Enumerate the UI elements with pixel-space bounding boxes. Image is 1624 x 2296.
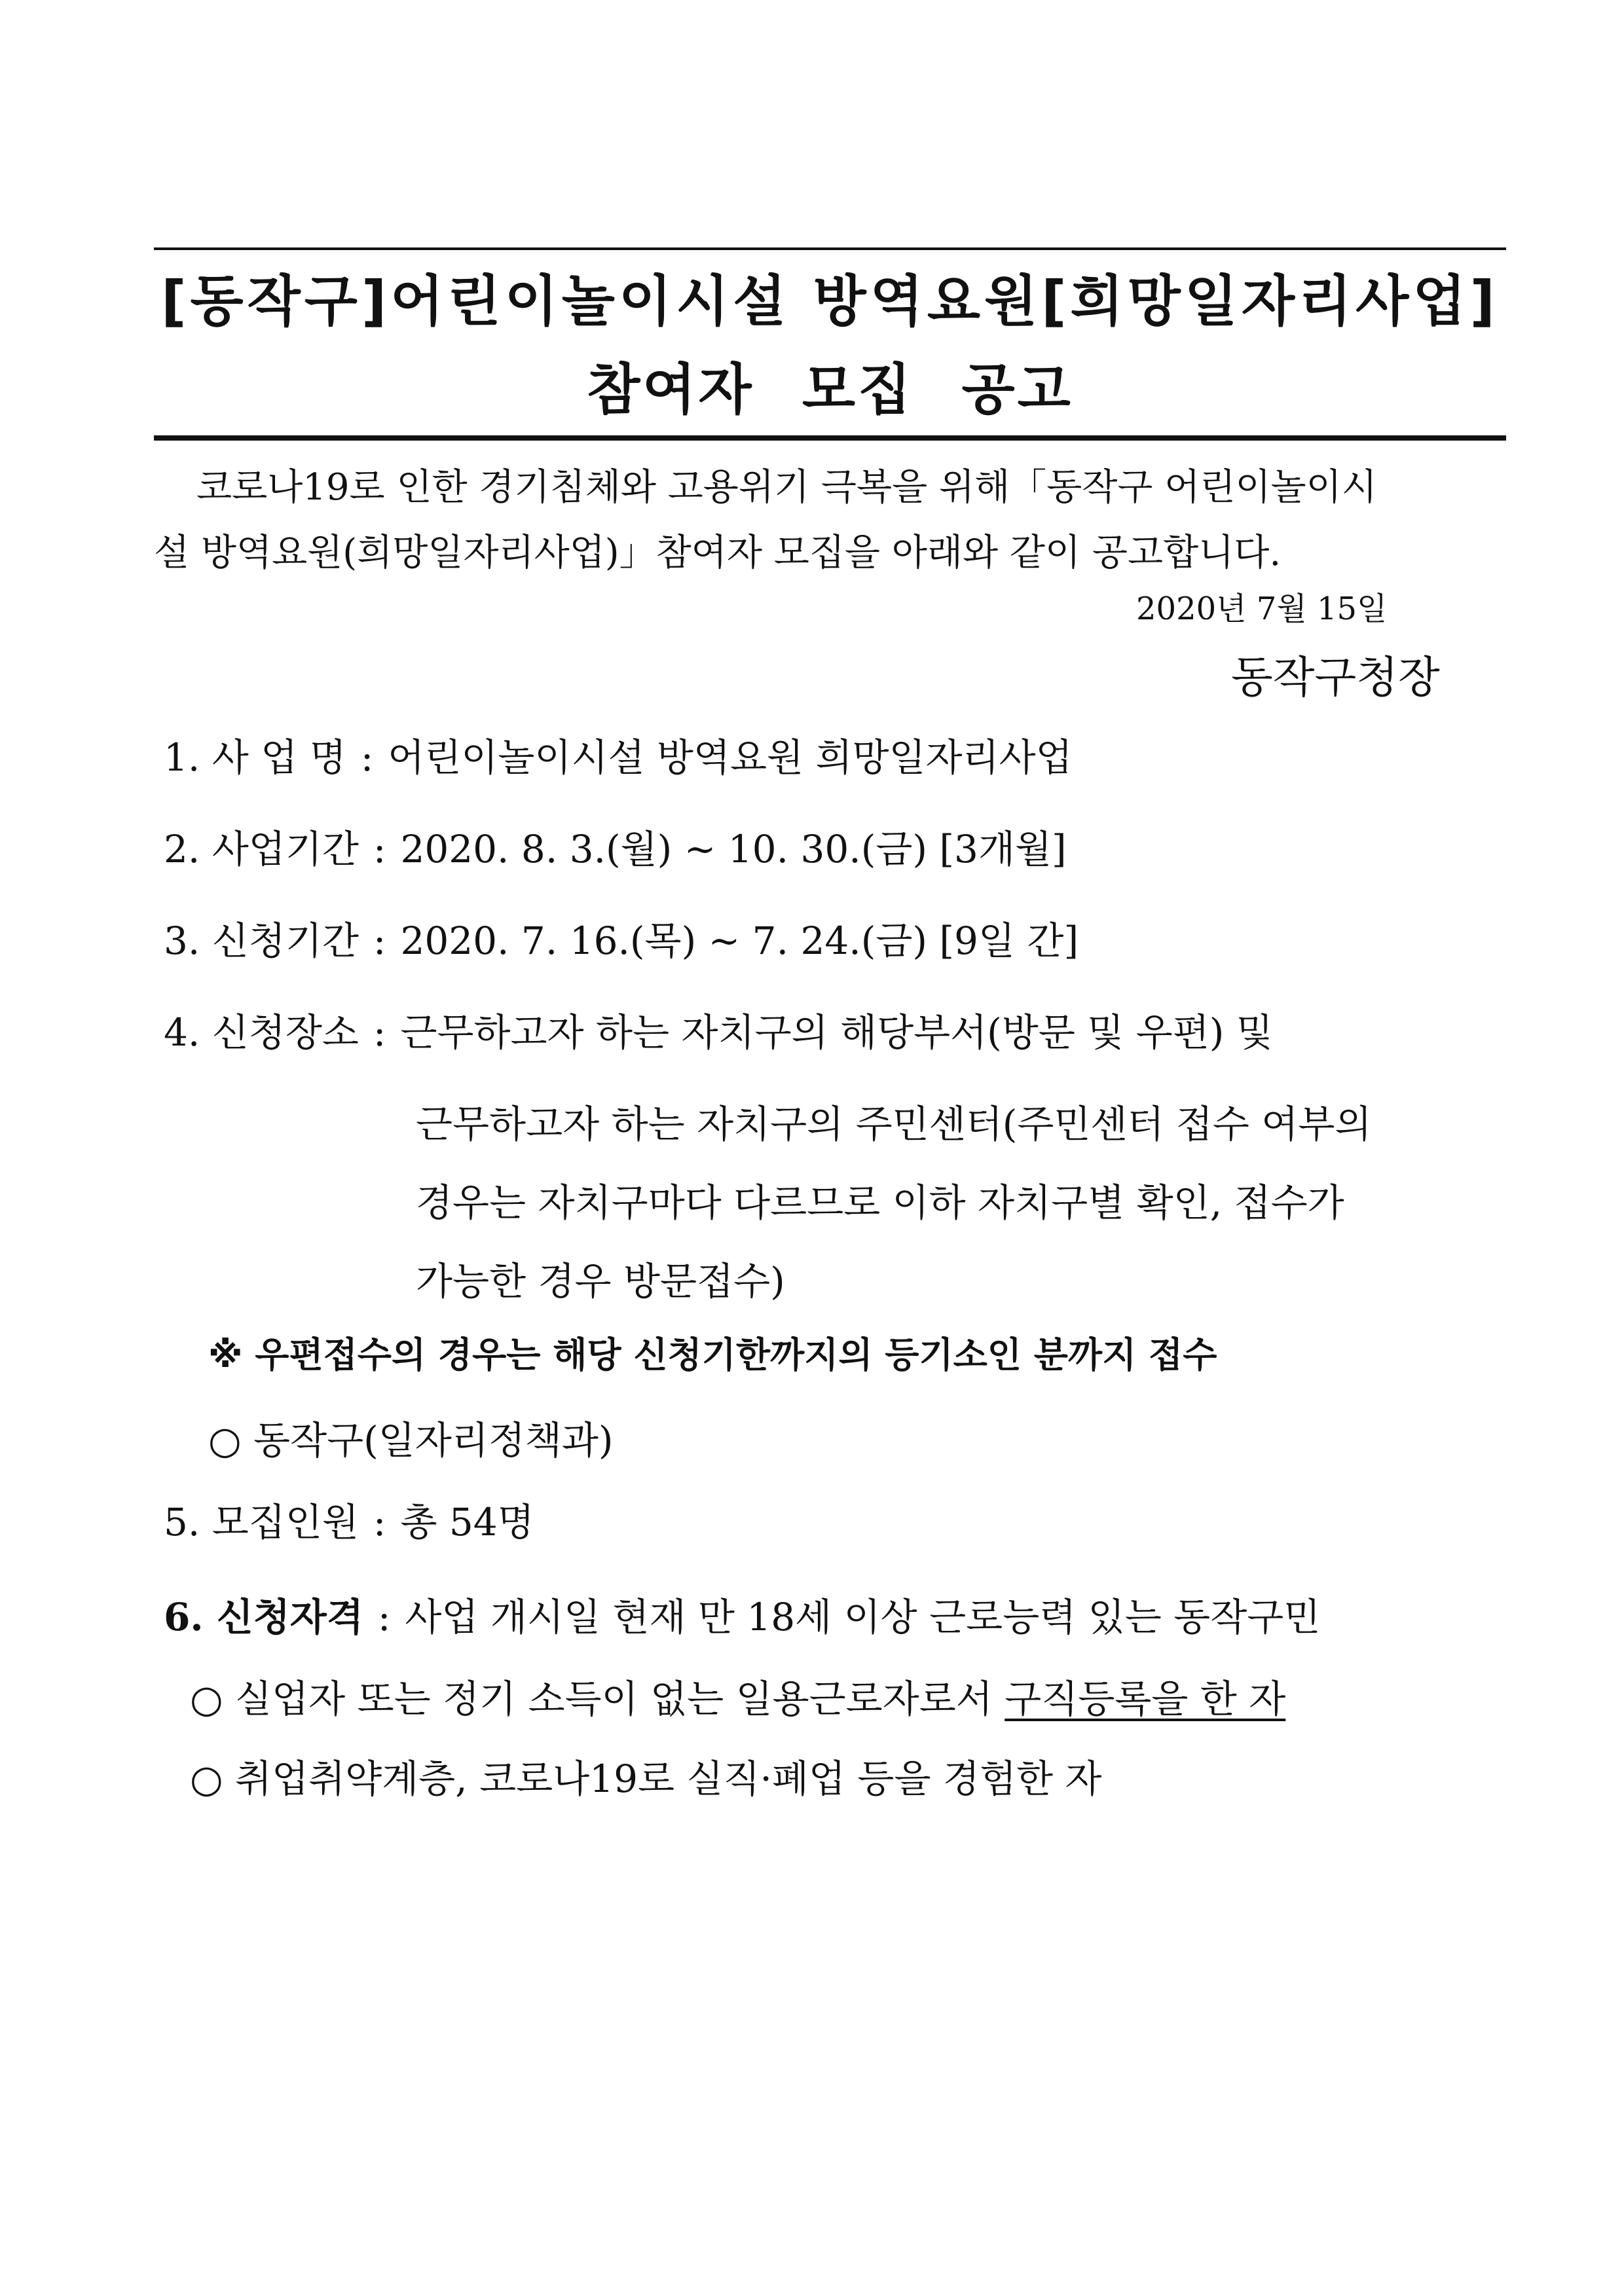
postal-note: ※ 우편접수의 경우는 해당 신청기한까지의 등기소인 분까지 접수 <box>208 1334 1217 1376</box>
qualification-text: ○ 취업취약계층, 코로나19로 실직·폐업 등을 경험한 자 <box>190 1757 1102 1801</box>
item-label: 1. 사 업 명 <box>164 735 346 780</box>
title-bottom-rule <box>154 435 1506 441</box>
item-application-period <box>164 911 1079 970</box>
item-separator: : <box>373 919 386 963</box>
item-place-continued-3: 가능한 경우 방문접수) <box>416 1259 785 1303</box>
notice-title-line2: 참여자 모집 공고 <box>587 357 1073 422</box>
item-value: 총 54명 <box>400 1500 534 1544</box>
office-name: ○ 동작구(일자리정책과) <box>208 1418 614 1463</box>
item-label: 5. 모집인원 <box>164 1500 359 1544</box>
item-business-period <box>164 820 1067 879</box>
item-separator: : <box>373 827 386 871</box>
item-label: 6. 신청자격 <box>164 1595 363 1639</box>
item-recruit-count <box>164 1493 534 1552</box>
item-label: 4. 신청장소 <box>164 1010 359 1055</box>
item-place-continued-1: 근무하고자 하는 자치구의 주민센터(주민센터 접수 여부의 <box>416 1102 1372 1146</box>
item-label: 2. 사업기간 <box>164 827 359 871</box>
item-label: 3. 신청기간 <box>164 919 359 963</box>
qualification-line-2 <box>190 1749 1101 1808</box>
item-application-place <box>164 1003 1273 1062</box>
item-separator: : <box>373 1500 386 1544</box>
item-separator: : <box>377 1595 391 1639</box>
notice-date: 2020년 7월 15일 <box>1136 591 1388 627</box>
item-qualification <box>164 1588 1320 1647</box>
item-value: 사업 개시일 현재 만 18세 이상 근로능력 있는 동작구민 <box>405 1595 1321 1639</box>
item-business-name <box>164 728 1073 787</box>
item-separator: : <box>360 735 374 780</box>
item-value: 2020. 7. 16.(목) ~ 7. 24.(금) [9일 간] <box>400 919 1079 963</box>
issuer-name: 동작구청장 <box>1231 652 1440 702</box>
qualification-underlined: 구직등록을 한 자 <box>1005 1677 1286 1721</box>
item-value: 어린이놀이시설 방역요원 희망일자리사업 <box>388 735 1073 780</box>
intro-line2: 설 방역요원(희망일자리사업)」참여자 모집을 아래와 같이 공고합니다. <box>154 532 1282 574</box>
item-value: 2020. 8. 3.(월) ~ 10. 30.(금) [3개월] <box>400 827 1067 871</box>
item-value: 근무하고자 하는 자치구의 해당부서(방문 및 우편) 및 <box>400 1010 1273 1055</box>
item-separator: : <box>373 1010 386 1055</box>
item-place-continued-2: 경우는 자치구마다 다르므로 이하 자치구별 확인, 접수가 <box>416 1180 1344 1225</box>
qualification-line-1 <box>190 1669 1285 1728</box>
qualification-text: ○ 실업자 또는 정기 소득이 없는 일용근로자로서 <box>190 1677 1005 1721</box>
notice-title-line1: [동작구]어린이놀이시설 방역요원[희망일자리사업] <box>161 269 1499 333</box>
title-top-rule <box>154 247 1506 250</box>
intro-line1: 코로나19로 인한 경기침체와 고용위기 극복을 위해「동작구 어린이놀이시 <box>196 466 1377 509</box>
